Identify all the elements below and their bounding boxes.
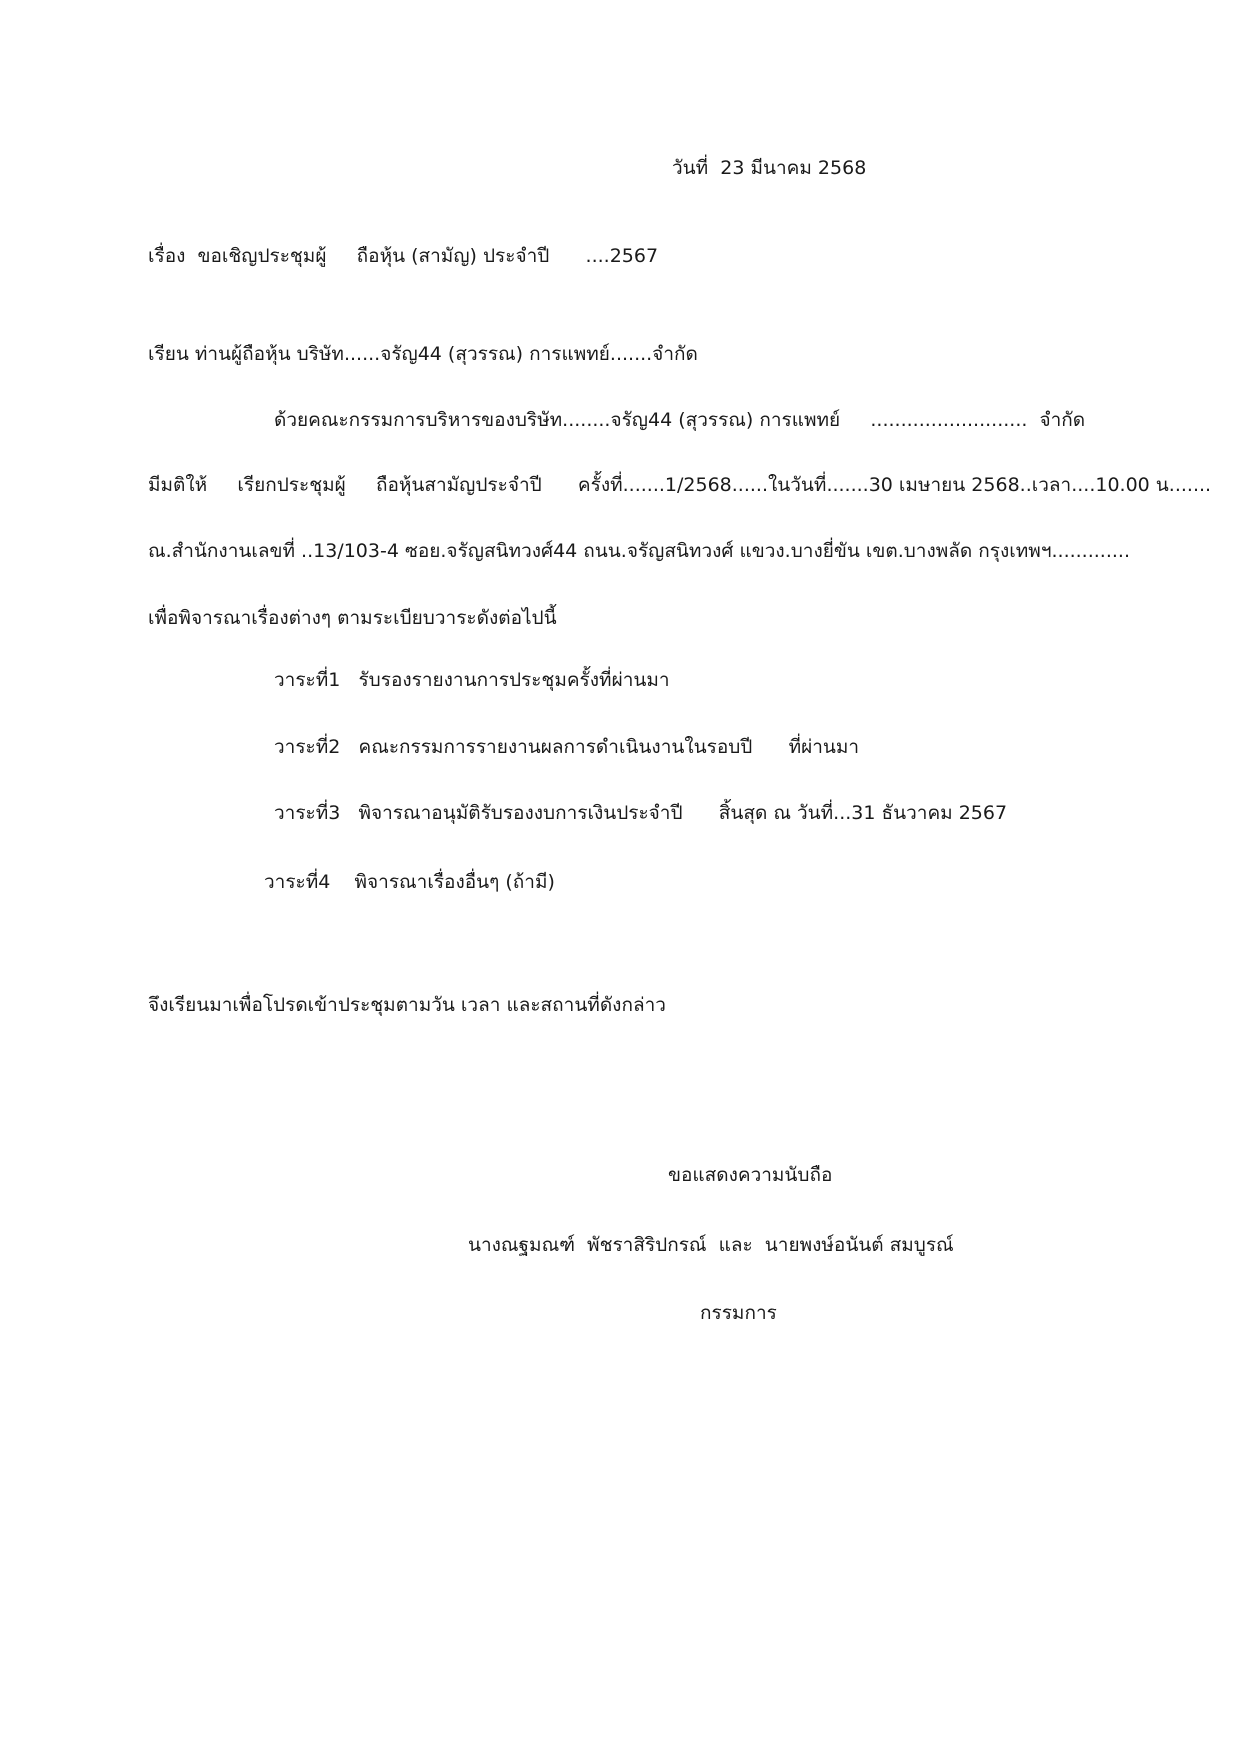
letter-recipient: เรียน ท่านผู้ถือหุ้น บริษัท......จรัญ44 (สุวรรณ) การแพทย์.......จำกัด [148,343,698,365]
body-paragraph-line: เพื่อพิจารณาเรื่องต่างๆ ตามระเบียบวาระดังต่อไปนี้ [148,607,557,629]
body-paragraph-line: ณ.สำนักงานเลขที่ ..13/103-4 ซอย.จรัญสนิทวงศ์44 ถนน.จรัญสนิทวงศ์ แขวง.บางยี่ขัน เขต.บางพลัด กรุงเทพฯ............. [148,540,1130,562]
letter-subject: เรื่อง ขอเชิญประชุมผู้ ถือหุ้น (สามัญ) ประจำปี ....2567 [148,245,659,267]
regards-line: ขอแสดงความนับถือ [668,1164,833,1186]
agenda-item: วาระที่3 พิจารณาอนุมัติรับรองงบการเงินประจำปี สิ้นสุด ณ วันที่...31 ธันวาคม 2567 [274,802,1008,824]
signer-position: กรรมการ [700,1302,777,1324]
agenda-item: วาระที่2 คณะกรรมการรายงานผลการดำเนินงานในรอบปี ที่ผ่านมา [274,736,860,758]
closing-sentence: จึงเรียนมาเพื่อโปรดเข้าประชุมตามวัน เวลา และสถานที่ดังกล่าว [148,994,666,1016]
body-paragraph-line: มีมติให้ เรียกประชุมผู้ ถือหุ้นสามัญประจำปี ครั้งที่.......1/2568......ในวันที่.......30 เมษายน 2568..เวลา....10.00 น....... [148,474,1212,496]
body-paragraph-line: ด้วยคณะกรรมการบริหารของบริษัท........จรัญ44 (สุวรรณ) การแพทย์ .......................... จำกัด [274,409,1086,431]
letter-date: วันที่ 23 มีนาคม 2568 [672,157,867,179]
agenda-item: วาระที่4 พิจารณาเรื่องอื่นๆ (ถ้ามี) [264,871,555,893]
agenda-item: วาระที่1 รับรองรายงานการประชุมครั้งที่ผ่านมา [274,669,670,691]
signer-names: นางณฐมณฑ์ พัชราสิริปกรณ์ และ นายพงษ์อนันต์ สมบูรณ์ [468,1234,954,1256]
